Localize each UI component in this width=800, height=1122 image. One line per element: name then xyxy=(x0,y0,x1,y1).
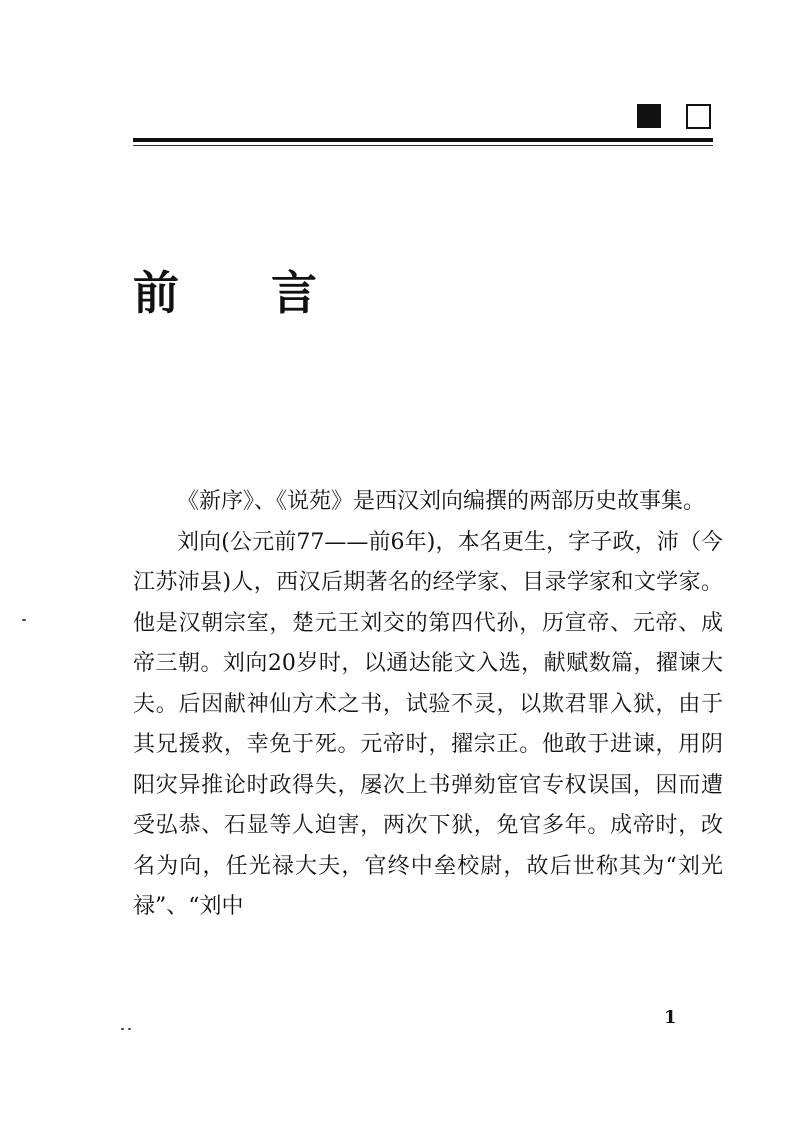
paragraph: 刘向(公元前77——前6年)，本名更生，字子政，沛（今江苏沛县)人，西汉后期著名的经学家、目录学家和文学家。他是汉朝宗室，楚元王刘交的第四代孙，历宣帝、元帝、成帝三朝。刘向20岁时，以通达能文入选，献赋数篇，擢谏大夫。后因献神仙方术之书，试验不灵，以欺君罪入狱，由于其兄援救，幸免于死。元帝时，擢宗正。他敢于进谏，用阴阳灾异推论时政得失，屡次上书弹劾宦官专权误国，因而遭受弘恭、石显等人迫害，两次下狱，免官多年。成帝时，改名为向，任光禄大夫，官终中垒校尉，故后世称其为“刘光禄”、“刘中 xyxy=(133,529,723,919)
header-rule-thick xyxy=(133,138,713,142)
chapter-title xyxy=(133,266,319,320)
scan-speck xyxy=(22,619,26,621)
empty-square-icon xyxy=(686,104,711,129)
filled-square-icon xyxy=(637,104,661,128)
scan-speck xyxy=(121,1028,124,1030)
page-number: 1 xyxy=(664,1007,677,1028)
chapter-title-char-1: 前 xyxy=(133,266,181,320)
scan-speck xyxy=(128,1028,131,1030)
body-text xyxy=(133,482,723,928)
chapter-title-char-2: 言 xyxy=(271,266,319,320)
header-rule-thin xyxy=(133,145,713,146)
paragraph: 《新序》、《说苑》是西汉刘向编撰的两部历史故事集。 xyxy=(177,489,706,514)
